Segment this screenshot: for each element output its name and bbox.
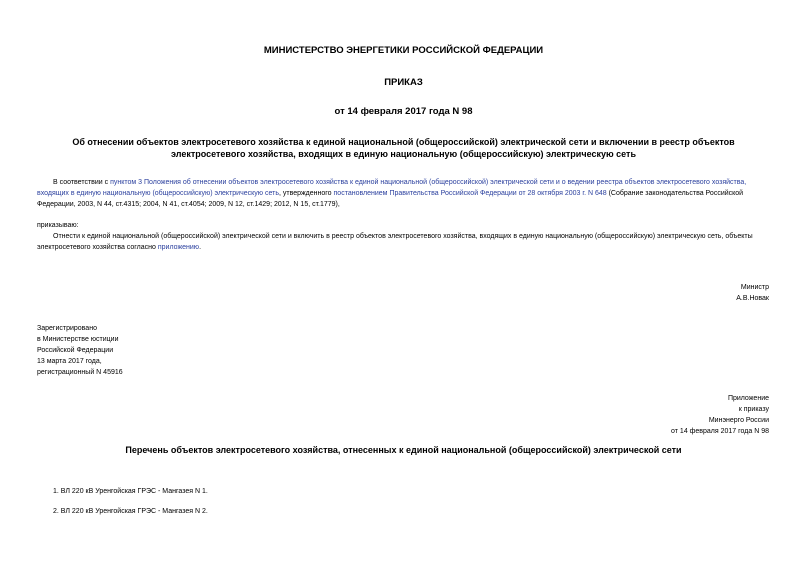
doc-type: ПРИКАЗ bbox=[384, 77, 423, 88]
order-label: приказываю: bbox=[37, 222, 79, 229]
registration-block bbox=[37, 323, 123, 378]
appendix-header bbox=[671, 393, 769, 437]
preamble-line-2 bbox=[37, 188, 777, 199]
signature-name: А.В.Новак bbox=[736, 295, 769, 302]
appendix-link[interactable]: приложению bbox=[157, 244, 200, 251]
list-item: 2. ВЛ 220 кВ Уренгойская ГРЭС - Мангазея N 2. bbox=[53, 508, 208, 515]
appendix-line: к приказу bbox=[738, 406, 769, 413]
order-text-end: . bbox=[199, 244, 202, 251]
ministry-title: МИНИСТЕРСТВО ЭНЕРГЕТИКИ РОССИЙСКОЙ ФЕДЕРАЦИИ bbox=[263, 45, 544, 56]
signature-position: Министр bbox=[740, 284, 769, 291]
preamble-line-3: Федерации, 2003, N 44, ст.4315; 2004, N 41, ст.4054; 2009, N 12, ст.1429; 2012, N 15, ст.1779), bbox=[37, 201, 340, 208]
appendix-line: Минэнерго России bbox=[708, 417, 769, 424]
preamble-link-1b[interactable]: входящих в единую национальную (общероссийскую) электрическую сеть bbox=[37, 190, 279, 197]
list-item: 1. ВЛ 220 кВ Уренгойская ГРЭС - Мангазея N 1. bbox=[53, 488, 208, 495]
preamble-text: (Собрание законодательства Российской bbox=[606, 190, 744, 197]
order-text-line-2 bbox=[37, 242, 201, 253]
registration-line: 13 марта 2017 года, bbox=[37, 358, 102, 365]
registration-line: в Министерстве юстиции bbox=[37, 336, 119, 343]
registration-line: Российской Федерации bbox=[37, 347, 114, 354]
appendix-line: от 14 февраля 2017 года N 98 bbox=[671, 428, 769, 435]
appendix-line: Приложение bbox=[727, 395, 769, 402]
doc-date-number: от 14 февраля 2017 года N 98 bbox=[334, 106, 473, 117]
preamble-text: , утвержденного bbox=[278, 190, 334, 197]
preamble-text: В соответствии с bbox=[53, 179, 111, 186]
order-text: электросетевого хозяйства согласно bbox=[37, 244, 158, 251]
order-text-line-1: Отнести к единой национальной (общероссийской) электрической сети и включить в реестр объектов электросетевого хозяйства, входящих в единую национальную (общероссийскую) электрическую сеть, объекты bbox=[53, 233, 753, 240]
preamble-link-2[interactable]: постановлением Правительства Российской Федерации от 28 октября 2003 г. N 648 bbox=[333, 190, 607, 197]
doc-title-line-2: электросетевого хозяйства, входящих в единую национальную (общероссийскую) электрическую сеть bbox=[170, 149, 636, 159]
preamble-line-1 bbox=[53, 177, 773, 188]
doc-title-line-1: Об отнесении объектов электросетевого хозяйства к единой национальной (общероссийской) электрической сети и включении в реестр объектов bbox=[72, 137, 735, 147]
preamble-link-1[interactable]: пунктом 3 Положения об отнесении объектов электросетевого хозяйства к единой национальной (общероссийской) электрической сети и о ведении реестра объектов электросетевого хозяйства, bbox=[110, 179, 747, 186]
registration-line: Зарегистрировано bbox=[37, 325, 97, 332]
appendix-title: Перечень объектов электросетевого хозяйства, отнесенных к единой национальной (общероссийской) электрической сети bbox=[125, 445, 682, 455]
registration-line: регистрационный N 45916 bbox=[37, 369, 123, 376]
